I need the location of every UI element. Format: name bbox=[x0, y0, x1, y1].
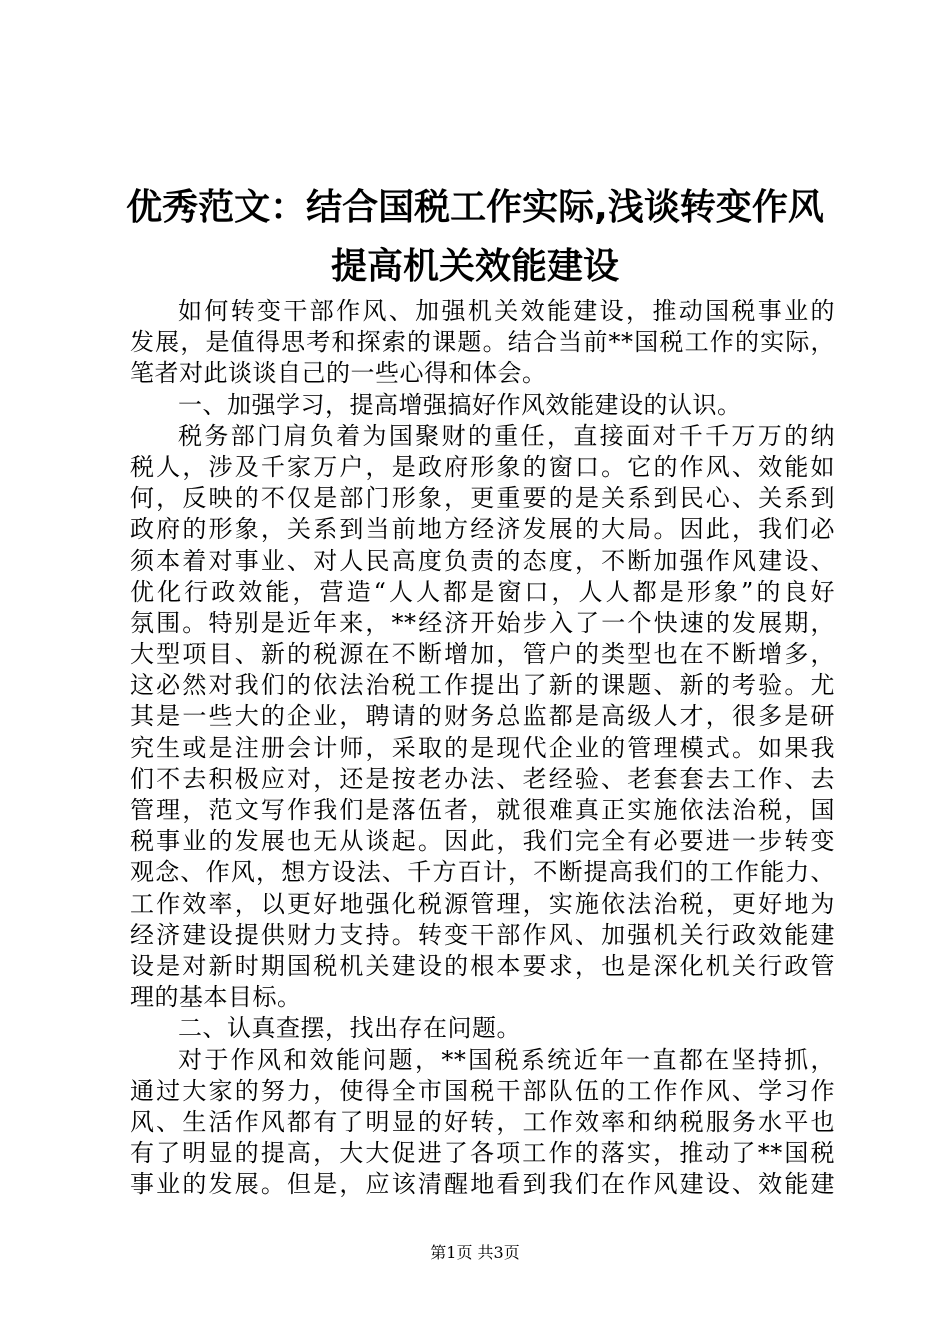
document-title-line-2: 提高机关效能建设 bbox=[330, 246, 619, 287]
body-line: 事业的发展。但是，应该清醒地看到我们在作风建设、效能建 bbox=[130, 1170, 835, 1199]
body-line: 发展，是值得思考和探索的课题。结合当前**国税工作的实际， bbox=[130, 328, 835, 357]
body-line: 税人，涉及千家万户，是政府形象的窗口。它的作风、效能如 bbox=[130, 452, 835, 481]
body-line: 何，反映的不仅是部门形象，更重要的是关系到民心、关系到 bbox=[130, 484, 835, 513]
body-line: 们不去积极应对，还是按老办法、老经验、老套套去工作、去 bbox=[130, 764, 835, 793]
body-line: 须本着对事业、对人民高度负责的态度，不断加强作风建设、 bbox=[130, 546, 835, 575]
body-line: 税事业的发展也无从谈起。因此，我们完全有必要进一步转变 bbox=[130, 827, 835, 856]
body-line: 经济建设提供财力支持。转变干部作风、加强机关行政效能建 bbox=[130, 920, 835, 949]
document-title-line-1: 优秀范文：结合国税工作实际,浅谈转变作风 bbox=[126, 187, 824, 228]
body-line: 理的基本目标。 bbox=[130, 983, 302, 1012]
page-number-footer: 第1页 共3页 bbox=[430, 1243, 520, 1262]
body-line: 究生或是注册会计师，采取的是现代企业的管理模式。如果我 bbox=[130, 733, 835, 762]
body-line: 有了明显的提高，大大促进了各项工作的落实，推动了**国税 bbox=[130, 1139, 835, 1168]
body-line: 笔者对此谈谈自己的一些心得和体会。 bbox=[130, 359, 547, 388]
body-line: 管理，范文写作我们是落伍者，就很难真正实施依法治税，国 bbox=[130, 796, 835, 824]
body-line: 税务部门肩负着为国聚财的重任，直接面对千千万万的纳 bbox=[178, 421, 835, 450]
body-line: 优化行政效能，营造“人人都是窗口，人人都是形象”的良好 bbox=[130, 577, 835, 606]
body-line: 对于作风和效能问题，**国税系统近年一直都在坚持抓， bbox=[178, 1045, 835, 1074]
body-line: 工作效率，以更好地强化税源管理，实施依法治税，更好地为 bbox=[130, 889, 835, 918]
section-heading: 二、认真查摆，找出存在问题。 bbox=[178, 1014, 521, 1043]
section-heading: 一、加强学习，提高增强搞好作风效能建设的认识。 bbox=[178, 390, 742, 419]
body-line: 政府的形象，关系到当前地方经济发展的大局。因此，我们必 bbox=[130, 515, 835, 544]
body-line: 通过大家的努力，使得全市国税干部队伍的工作作风、学习作 bbox=[130, 1076, 835, 1105]
body-line: 观念、作风，想方设法、千方百计，不断提高我们的工作能力、 bbox=[130, 858, 835, 887]
body-line: 如何转变干部作风、加强机关效能建设，推动国税事业的 bbox=[178, 297, 835, 325]
body-line: 这必然对我们的依法治税工作提出了新的课题、新的考验。尤 bbox=[130, 671, 835, 700]
body-line: 大型项目、新的税源在不断增加，管户的类型也在不断增多， bbox=[130, 640, 835, 669]
body-line: 风、生活作风都有了明显的好转，工作效率和纳税服务水平也 bbox=[130, 1107, 835, 1136]
body-line: 氛围。特别是近年来，**经济开始步入了一个快速的发展期， bbox=[130, 608, 835, 637]
document-body bbox=[130, 296, 835, 1200]
body-line: 其是一些大的企业，聘请的财务总监都是高级人才，很多是研 bbox=[130, 702, 835, 731]
body-line: 设是对新时期国税机关建设的根本要求，也是深化机关行政管 bbox=[130, 951, 835, 980]
